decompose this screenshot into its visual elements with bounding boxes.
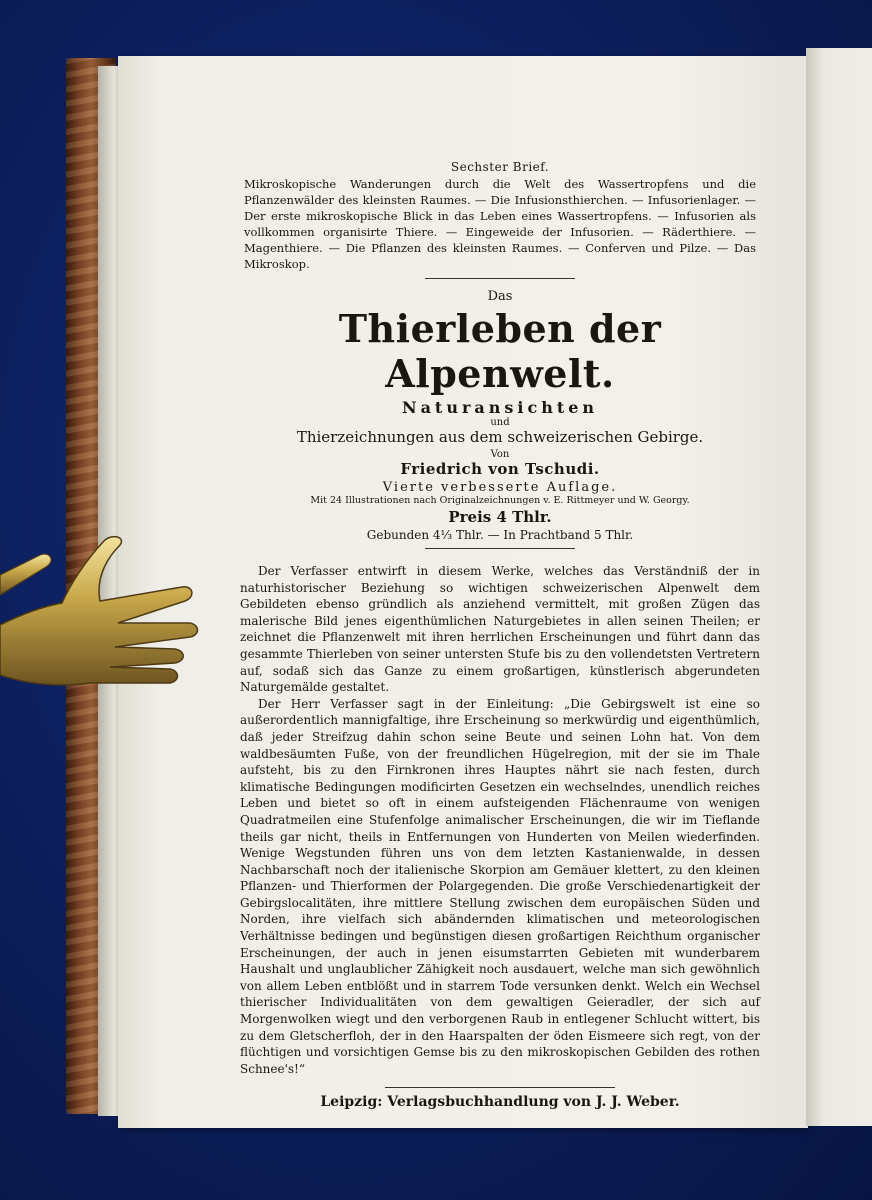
- letter-heading: Sechster Brief.: [450, 160, 550, 174]
- edition-line: Vierte verbesserte Auflage.: [382, 480, 618, 495]
- subtitle-conjunction: und: [490, 417, 510, 428]
- paragraph-2: Der Herr Verfasser sagt in der Einleitung: „Die Gebirgswelt ist eine so außerordentlich mannigfaltige, ihre Erscheinung so merkwürdig und eigenthümlich, daß jeder Streifzug dahin schon seine Beute und seinen Lohn hat. Von dem waldbesäumten Fuße, von der freundlichen Hügelregion, mit der sie im Thale aufsteht, bis zu den Firnkronen ihres Hauptes nährt sie nach festen, durch klimatische Bedingungen modificirten Gesetzen ein wechselndes, unendlich reiches Leben und bietet so oft in einem aufsteigenden Flächenraume von wenigen Quadratmeilen eine Stufenfolge animalischer Erscheinungen, die wir im Tieflande theils gar nicht, theils in Entfernungen von Hunderten von Meilen wiederfinden. Wenige Wegstunden führen uns von dem letzten Kastanienwalde, in dessen Nachbarschaft noch der italienische Skorpion am Gemäuer klettert, zu den kleinen Pflanzen- und Thierformen der Polargegenden. Die große Verschiedenartigkeit der Gebirgslocalitäten, ihre mittlere Stellung zwischen dem europäischen Süden und Norden, ihre vielfach sich abändernden klimatischen und meteorologischen Verhältnisse bedingen und begünstigen diesen großartigen Reichthum organischer Erscheinungen, der auch in jenen eisumstarrten Gebieten mit wunderbarem Haushalt und unglaublicher Zähigkeit noch ausdauert, welche man sich gewöhnlich von allem Leben entblößt und in starrem Tode versunken denkt. Welch ein Wechsel thierischer Individualitäten von dem gewaltigen Geieradler, der sich auf Morgenwolken wiegt und den verborgenen Raub in entlegener Schlucht wittert, bis zu dem Gletscherfloh, der in den Haarspalten der öden Eismeere sich regt, von der flüchtigen und vorsichtigen Gemse bis zu den mikroskopischen Gebilden des rothen Schnee's!“: [240, 696, 760, 1076]
- price-line: Preis 4 Thlr.: [448, 508, 552, 526]
- table-of-contents-text: Mikroskopische Wanderungen durch die Welt des Wassertropfens und die Pflanzenwälder des kleinsten Raumes. — Die Infusionsthierchen. — Infusorienlager. — Der erste mikroskopische Blick in das Leben eines Wassertropfens. — Infusorien als vollkommen organisirte Thiere. — Eingeweide der Infusorien. — Räderthiere. — Magenthiere. — Die Pflanzen des kleinsten Raumes. — Conferven und Pilze. — Das Mikroskop.: [244, 177, 756, 271]
- divider-rule-2: [425, 548, 575, 549]
- book-subtitle: Naturansichten: [401, 398, 599, 417]
- facing-page: [806, 48, 872, 1126]
- paragraph-1: Der Verfasser entwirft in diesem Werke, welches das Verständniß der in naturhistorischer Beziehung so wichtigen schweizerischen Alpenwelt dem Gebildeten ebenso gründlich als anziehend vermittelt, mit großen Zügen das malerische Bild jenes eigenthümlichen Naturgebietes in allen seinen Theilen; er zeichnet die Pflanzenwelt mit ihren herrlichen Erscheinungen und führt dann das gesammte Thierleben von seiner untersten Stufe bis zu den vollendetsten Vertretern auf, sodaß sich das Ganze zu einem großartigen, künstlerisch abgerundeten Naturgemälde gestaltet.: [240, 564, 760, 695]
- book-subtitle-2: Thierzeichnungen aus dem schweizerischen Gebirge.: [296, 428, 704, 446]
- title-article: Das: [487, 289, 513, 304]
- page-content: [240, 160, 760, 1110]
- by-label: Von: [490, 449, 510, 460]
- bound-price-line: Gebunden 4⅓ Thlr. — In Prachtband 5 Thlr.: [366, 528, 634, 542]
- description-body: [240, 563, 760, 1077]
- illustrations-line: Mit 24 Illustrationen nach Originalzeichnungen v. E. Rittmeyer und W. Georgy.: [310, 495, 690, 506]
- author-name: Friedrich von Tschudi.: [400, 460, 600, 478]
- divider-rule: [425, 278, 575, 279]
- brass-hand-page-holder: [0, 515, 210, 705]
- divider-rule-3: [385, 1087, 615, 1088]
- book-title: Thierleben der Alpenwelt.: [338, 306, 662, 396]
- publisher-imprint: Leipzig: Verlagsbuchhandlung von J. J. Weber.: [320, 1094, 680, 1111]
